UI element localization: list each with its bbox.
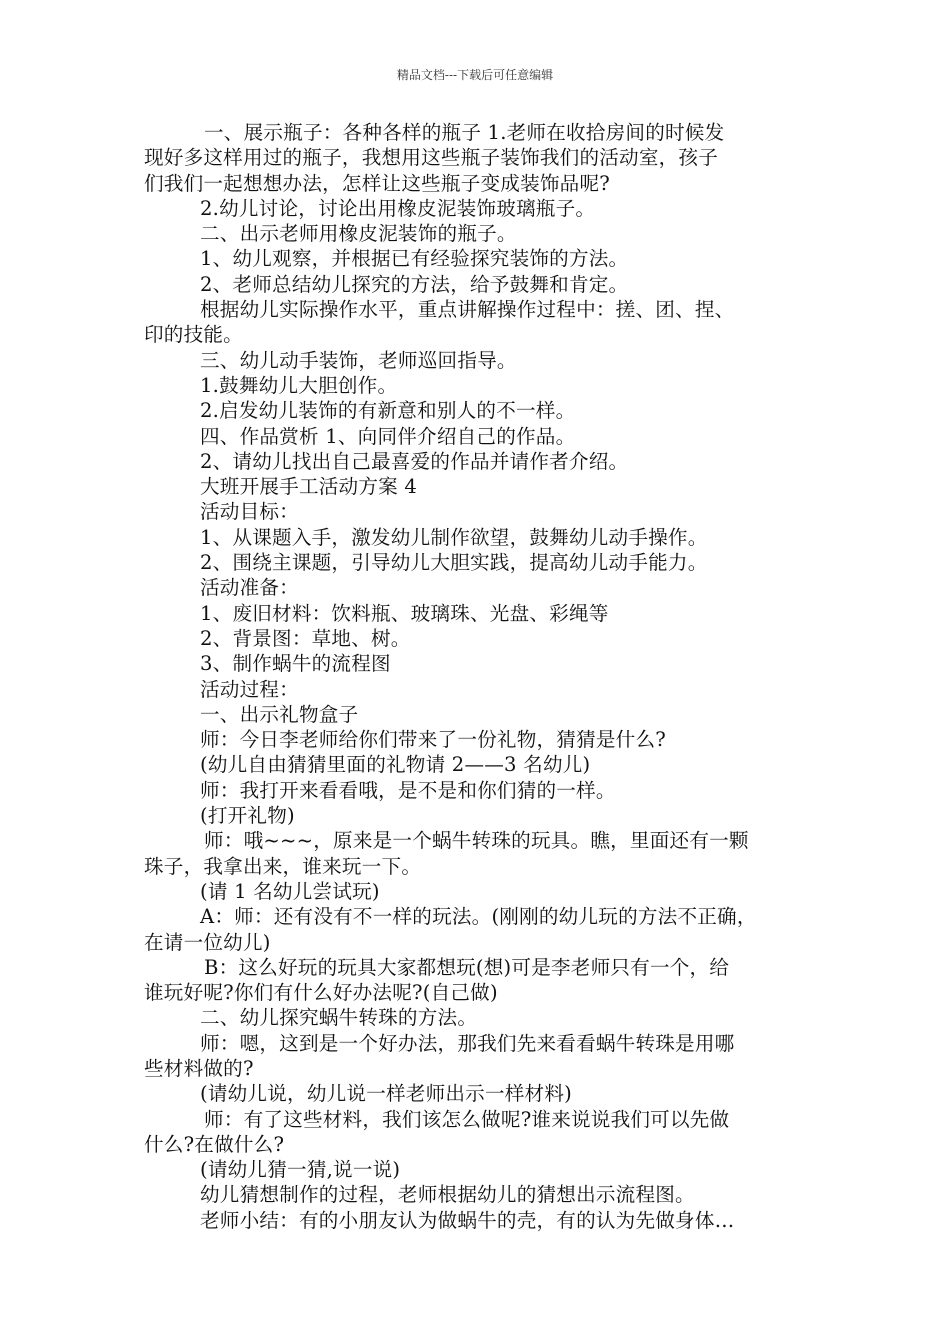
text-line: 幼儿猜想制作的过程，老师根据幼儿的猜想出示流程图。 (200, 1183, 695, 1207)
text-line: 珠子，我拿出来，谁来玩一下。 (144, 854, 422, 878)
text-line: 四、作品赏析 1、向同伴介绍自己的作品。 (200, 424, 576, 448)
text-line: 1、废旧材料：饮料瓶、玻璃珠、光盘、彩绳等 (200, 601, 609, 625)
text-line: 二、出示老师用橡皮泥装饰的瓶子。 (200, 222, 517, 246)
text-line: 根据幼儿实际操作水平，重点讲解操作过程中：搓、团、捏、 (200, 298, 735, 322)
text-line: 2、背景图：草地、树。 (200, 626, 411, 650)
text-line: 2.启发幼儿装饰的有新意和别人的不一样。 (200, 399, 576, 423)
text-line: 们我们一起想想办法，怎样让这些瓶子变成装饰品呢? (144, 171, 610, 195)
page-header: 精品文档---下载后可任意编辑 (396, 68, 554, 82)
text-line: 老师小结：有的小朋友认为做蜗牛的壳，有的认为先做身体… (200, 1208, 735, 1232)
text-line: 印的技能。 (144, 323, 243, 347)
text-line: A：师：还有没有不一样的玩法。(刚刚的幼儿玩的方法不正确， (200, 905, 757, 929)
text-line: 师：哦~~~，原来是一个蜗牛转珠的玩具。瞧，里面还有一颗 (204, 829, 749, 853)
text-line: 些材料做的? (144, 1056, 254, 1080)
text-line: 师：我打开来看看哦，是不是和你们猜的一样。 (200, 778, 616, 802)
text-line: 师：今日李老师给你们带来了一份礼物，猜猜是什么? (200, 728, 666, 752)
text-line: 三、幼儿动手装饰，老师巡回指导。 (200, 348, 517, 372)
text-line: (幼儿自由猜猜里面的礼物请 2——3 名幼儿) (200, 753, 591, 777)
text-line: 活动过程： (200, 677, 299, 701)
text-line: 大班开展手工活动方案 4 (200, 475, 418, 499)
text-line: 师：有了这些材料，我们该怎么做呢?谁来说说我们可以先做 (204, 1107, 730, 1131)
text-line: B：这么好玩的玩具大家都想玩(想)可是李老师只有一个，给 (204, 955, 730, 979)
text-line: 一、出示礼物盒子 (200, 702, 359, 726)
text-line: 1、从课题入手，激发幼儿制作欲望，鼓舞幼儿动手操作。 (200, 525, 708, 549)
text-line: 什么?在做什么? (144, 1132, 285, 1156)
text-line: 一、展示瓶子：各种各样的瓶子 1.老师在收拾房间的时候发 (204, 121, 725, 144)
text-line: 活动准备： (200, 576, 299, 600)
text-line: 现好多这样用过的瓶子，我想用这些瓶子装饰我们的活动室，孩子 (144, 146, 719, 170)
text-line: (请幼儿猜一猜,说一说) (200, 1158, 401, 1182)
text-line: 2、老师总结幼儿探究的方法，给予鼓舞和肯定。 (200, 272, 629, 296)
text-line: (请 1 名幼儿尝试玩) (200, 879, 380, 903)
text-line: 2.幼儿讨论，讨论出用橡皮泥装饰玻璃瓶子。 (200, 196, 596, 220)
text-line: 谁玩好呢?你们有什么好办法呢?(自己做) (144, 981, 498, 1005)
text-line: 二、幼儿探究蜗牛转珠的方法。 (200, 1006, 478, 1030)
text-line: 在请一位幼儿) (144, 930, 271, 954)
text-line: 3、制作蜗牛的流程图 (200, 652, 391, 676)
text-line: 2、请幼儿找出自己最喜爱的作品并请作者介绍。 (200, 449, 629, 473)
text-line: 1.鼓舞幼儿大胆创作。 (200, 373, 398, 397)
text-line: (请幼儿说，幼儿说一样老师出示一样材料) (200, 1082, 572, 1106)
text-line: 师：嗯，这到是一个好办法，那我们先来看看蜗牛转珠是用哪 (200, 1031, 735, 1055)
text-line: 1、幼儿观察，并根据已有经验探究装饰的方法。 (200, 247, 629, 271)
text-line: 2、围绕主课题，引导幼儿大胆实践，提高幼儿动手能力。 (200, 551, 708, 575)
text-line: 活动目标： (200, 500, 299, 524)
document-body (144, 120, 812, 1233)
text-line: (打开礼物) (200, 804, 295, 828)
